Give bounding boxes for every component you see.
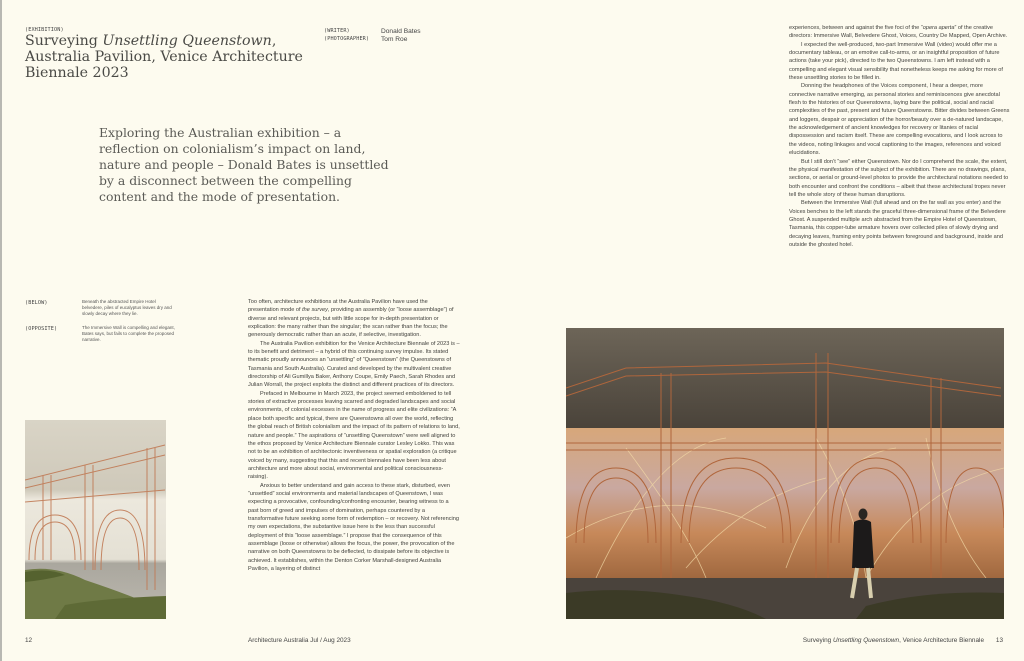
credit-role: (WRITER): [324, 28, 350, 34]
photo-immersive-wall: [566, 328, 1004, 619]
title-post: , Australia Pavilion, Venice Architecture Biennale 2023: [25, 33, 303, 81]
body-column-right: [789, 24, 1011, 249]
page-number-right: 13: [995, 637, 1003, 644]
standfirst: Exploring the Australian exhibition – a reflection on colonialism’s impact on land, nature and people – Donald Bates is unsettled by a disconnect between the compelling content and the mode of presentation.: [99, 125, 389, 204]
photo-belvedere-small: [25, 420, 166, 619]
body-column-left: [248, 298, 460, 573]
right-page: [511, 0, 1024, 661]
title-pre: Surveying: [25, 33, 103, 49]
caption-text: Beneath the abstracted Empire Hotel belvedere, piles of eucalyptus leaves dry and slowly decay where they lie.: [82, 299, 172, 316]
paragraph: But I still don’t “see” either Queenstown. Nor do I comprehend the scale, the extent, the physical manifestation of the subject of the exhibition. There are no drawings, plans, sections, or aerial or ground-level photos to provide the architectural notations needed to both encounter and confront the conditions – albeit that these architectural tropes never tell the whole story of these human disruptions.: [789, 158, 1009, 198]
paragraph: The Australia Pavilion exhibition for the Venice Architecture Biennale of 2023 is – to its benefit and detriment – a hybrid of this continuing survey impulse. Its stated thematic proudly announces an “unsettling” of “Queenstown” (the Queenstowns of Tasmania and South Australia). Curated and developed by the multivalent creative directorship of Ali Gumillya Baker, Anthony Coupe, Emily Paech, Sarah Rhodes and Julian Worrall, the project exploits the distinct and different practices of its directors.: [248, 340, 460, 389]
credit-name: Donald Bates: [381, 27, 421, 35]
left-page: [0, 0, 511, 661]
text-italic: the survey: [302, 307, 328, 314]
title-italic: Unsettling Queenstown: [102, 33, 272, 49]
text-run: Too often, architecture exhibitions at the Australia Pavilion have used the presentation mode of: [248, 299, 428, 314]
section-kicker: (EXHIBITION): [25, 27, 64, 33]
paragraph: Anxious to better understand and gain access to these stark, disturbed, even “unsettled” social environments and material landscapes of Queenstown, I was expecting a provocative, confounding/confronting encounter, bearing witness to a past born of greed and impulses of domination, perhaps countered by a transformative future seeking some form of redemption – or recovery. Not referencing my own expectations, the substantive issue here is the less than successful deployment of this “loose assemblage.” I propose that the consequence of this assemblage (loose or otherwise) allows the focus, the power, the provocation of the narrative on both Queenstowns to be deflected, to dissipate before its objective is achieved. It establishes, within the Denton Corker Marshall-designed Australia Pavilion, a layering of distinct: [248, 482, 459, 572]
page-number-left: 12: [25, 637, 33, 644]
paragraph: [248, 298, 460, 340]
caption-opposite: [25, 325, 255, 343]
credit-role: (PHOTOGRAPHER): [324, 36, 370, 42]
credits: [324, 27, 421, 43]
text-run: ” of the creative directors: Immersive Wall, Belvedere Ghost, Voices, Country De Mapped, Open Archive.: [789, 25, 1008, 40]
text-run: , Venice Architecture Biennale: [899, 637, 984, 644]
credit-writer: [324, 27, 421, 35]
text-run: experiences, between and against the five foci of the “: [789, 25, 923, 31]
paragraph: Between the Immersive Wall (full ahead and on the far wall as you enter) and the Voices benches to the left stands the graceful three-dimensional frame of the Belvedere Ghost. A suspended multiple arch abstracted from the Empire Hotel of Queenstown, Tasmania, this copper-tube armature hovers over collected piles of slowly drying and decaying leaves, framing entry points between foreground and background, inside and outside the ghosted hotel.: [789, 200, 1006, 248]
text-run: Surveying: [802, 637, 834, 644]
running-footer-right: [803, 637, 984, 644]
text-italic: opera aperta: [922, 25, 955, 31]
paragraph: I expected the well-produced, two-part Immersive Wall (video) would offer me a documentary tableau, or an emotive call-to-arms, or an insightful proposition of future actions (take your pick), directed to the two Queenstowns. I am left instead with a compelling and elegant visual sensibility that nonetheless keeps me asking for more of these unsettling stories to be filled in.: [789, 41, 1003, 82]
immersive-wall-photo-image: [566, 328, 1004, 619]
text-run: , providing an assembly (or “loose assemblage”) of diverse and relevant projects, but with little scope for in-depth presentation or explication: the many rather than the singular; the scan rather than the focus; the generously democratic rather than an acute, if selective, investigation.: [248, 307, 454, 339]
credit-name: Tom Roe: [381, 35, 408, 43]
text-italic: Unsettling Queenstown: [833, 637, 900, 644]
belvedere-photo-image: [25, 420, 166, 619]
running-footer-left: Architecture Australia Jul / Aug 2023: [248, 637, 351, 644]
credit-photographer: [324, 35, 421, 43]
paragraph: Donning the headphones of the Voices component, I hear a deeper, more connective narrative emerging, as personal stories and reminiscences give anecdotal flesh to the histories of our Queenstowns, laying bare the political, social and racial complexities of the past, present and future Queenstowns. Bitter divides between Greens and loggers, despair or appreciation of the horror/beauty over a de-natured landscape, the acknowledgement of ancient knowledges for recovery or litanies of racial dispossession and racism itself. These are compelling evocations, and I look across to the videos, noting linkages and vocal captioning to the images, references and voiced elucidations.: [789, 83, 1010, 157]
caption-text: The Immersive Wall is compelling and elegant, Bates says, but fails to complete the proposed narrative.: [82, 325, 175, 342]
paragraph: Prefaced in Melbourne in March 2023, the project seemed emboldened to tell stories of extractive processes leaving scarred and degraded landscapes and social environments, of colonial excesses in the name of progress and elite civilizations: “A place both specific and typical, there are Queenstowns all over the world, reflecting the global reach of British colonialism and the impact of its pattern of relations to land, nature and people.” The aspirations of “unsettling Queenstown” were well aligned to the ethos proposed by Venice Architecture Biennale curator Lesley Lokko. This was not to be an exhibition of architectonic inventiveness or spatial exploration (a critique voiced by many, suggesting that this and recent biennales have been less about architecture and more about social, environmental and political consciousness-raising).: [248, 390, 460, 481]
caption-label: (OPPOSITE): [25, 326, 58, 332]
caption-below: [25, 299, 255, 317]
article-title: [25, 33, 325, 81]
paragraph: [789, 24, 1011, 41]
caption-label: (BELOW): [25, 300, 48, 306]
